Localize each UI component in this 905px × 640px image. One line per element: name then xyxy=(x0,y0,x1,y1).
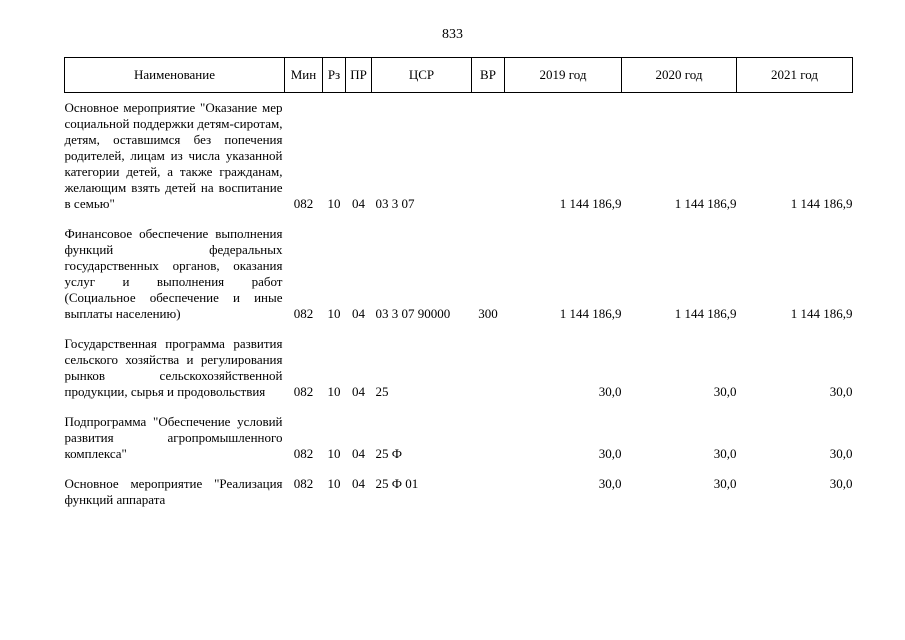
row-pr: 04 xyxy=(352,476,365,491)
row-2019: 30,0 xyxy=(598,384,622,399)
row-2020: 30,0 xyxy=(713,476,737,491)
row-vr xyxy=(472,476,505,508)
table-row xyxy=(65,226,853,322)
row-2021: 30,0 xyxy=(829,384,853,399)
row-rz: 10 xyxy=(327,196,341,211)
row-pr: 04 xyxy=(352,446,365,461)
row-name: Финансовое обеспечение выполнения функций федеральных государственных органов, оказания услуг и выполнения работ (Социальное обеспечение и иные выплаты населению) xyxy=(64,226,283,321)
row-2021: 30,0 xyxy=(829,446,853,461)
row-name: Основное мероприятие "Оказание мер социальной поддержки детям-сиротам, детям, оставшимся без попечения родителей, лицам из числа указанной категории детей, а также гражданам, желающим взять детей на воспитание в семью" xyxy=(64,100,283,211)
table-row xyxy=(65,414,853,462)
row-rz: 10 xyxy=(327,306,341,321)
row-2019: 30,0 xyxy=(598,446,622,461)
table-row xyxy=(65,476,853,508)
row-2021: 1 144 186,9 xyxy=(790,196,853,211)
row-rz: 10 xyxy=(327,446,341,461)
col-header-vr: ВР xyxy=(472,58,505,93)
row-name: Подпрограмма "Обеспечение условий развития агропромышленного комплекса" xyxy=(64,414,283,461)
row-csr: 03 3 07 xyxy=(375,196,415,211)
row-vr: 300 xyxy=(478,306,498,321)
row-2020: 1 144 186,9 xyxy=(674,306,737,321)
row-vr xyxy=(472,100,505,212)
row-pr: 04 xyxy=(352,384,365,399)
row-min: 082 xyxy=(293,476,314,491)
row-2019: 1 144 186,9 xyxy=(559,306,622,321)
row-min: 082 xyxy=(293,196,314,211)
row-csr: 25 xyxy=(375,384,389,399)
row-csr: 03 3 07 90000 xyxy=(375,306,451,321)
row-min: 082 xyxy=(293,306,314,321)
row-rz: 10 xyxy=(327,384,341,399)
row-2019: 1 144 186,9 xyxy=(559,196,622,211)
row-min: 082 xyxy=(293,384,314,399)
row-2020: 1 144 186,9 xyxy=(674,196,737,211)
col-header-csr: ЦСР xyxy=(372,58,472,93)
table-row xyxy=(65,336,853,400)
budget-table xyxy=(64,57,853,508)
row-pr: 04 xyxy=(352,196,365,211)
row-name: Основное мероприятие "Реализация функций аппарата xyxy=(64,476,283,507)
row-2021: 1 144 186,9 xyxy=(790,306,853,321)
col-header-name: Наименование xyxy=(65,58,285,93)
table-header xyxy=(65,58,853,93)
row-name: Государственная программа развития сельского хозяйства и регулирования рынков сельскохозяйственной продукции, сырья и продовольствия xyxy=(64,336,283,399)
page-number: 833 xyxy=(442,27,463,42)
row-2020: 30,0 xyxy=(713,384,737,399)
col-header-rz: Рз xyxy=(323,58,346,93)
row-2019: 30,0 xyxy=(598,476,622,491)
col-header-2020: 2020 год xyxy=(622,58,737,93)
col-header-pr: ПР xyxy=(346,58,372,93)
row-vr xyxy=(472,336,505,400)
row-2021: 30,0 xyxy=(829,476,853,491)
row-min: 082 xyxy=(293,446,314,461)
table-row xyxy=(65,100,853,212)
col-header-2019: 2019 год xyxy=(505,58,622,93)
row-vr xyxy=(472,414,505,462)
col-header-min: Мин xyxy=(285,58,323,93)
row-rz: 10 xyxy=(327,476,341,491)
row-csr: 25 Ф 01 xyxy=(375,476,419,491)
row-2020: 30,0 xyxy=(713,446,737,461)
table-body xyxy=(65,93,853,509)
col-header-2021: 2021 год xyxy=(737,58,853,93)
row-csr: 25 Ф xyxy=(375,446,403,461)
row-pr: 04 xyxy=(352,306,365,321)
